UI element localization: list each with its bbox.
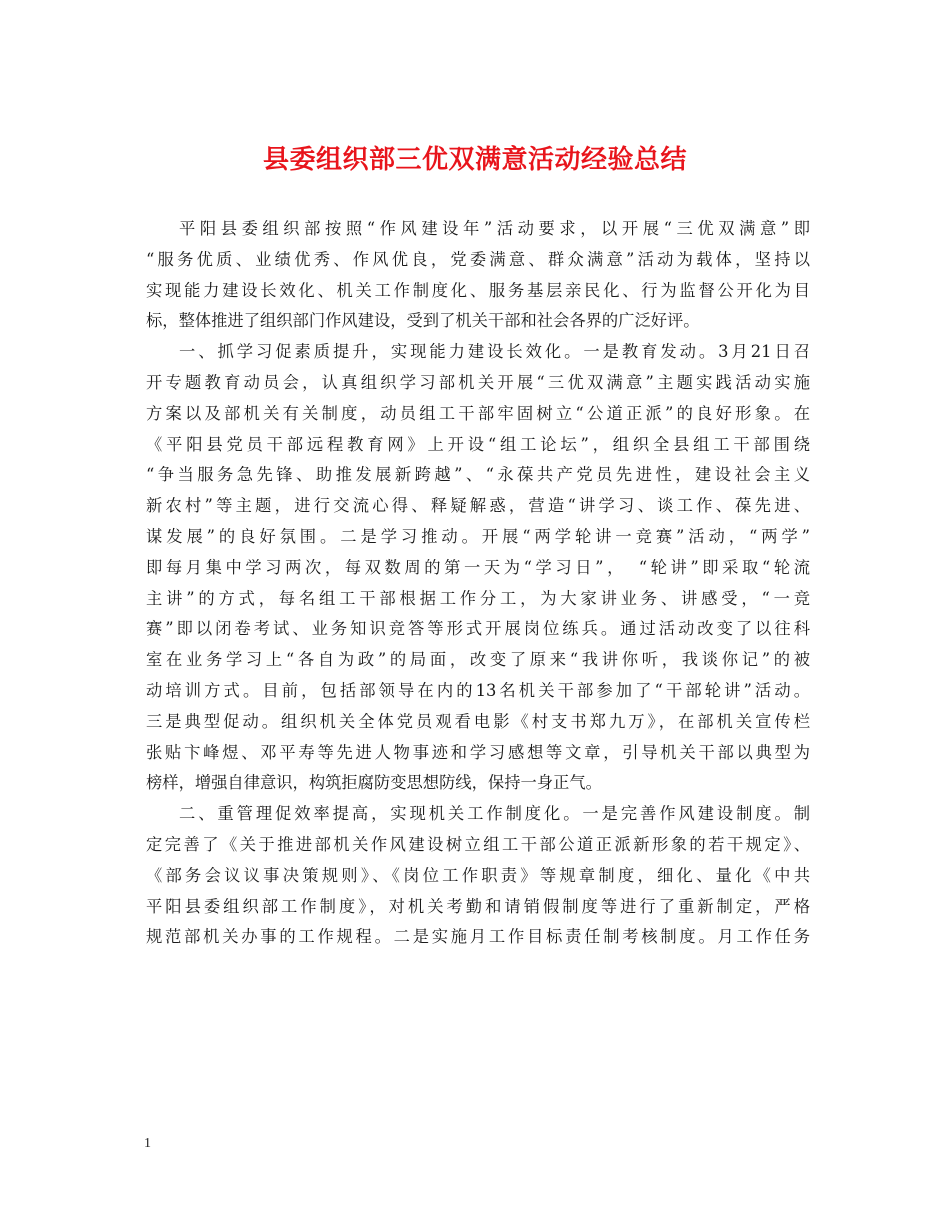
paragraph-line: 张贴卞峰煜、邓平寿等先进人物事迹和学习感想等文章，引导机关干部以典型为: [146, 742, 810, 762]
paragraph-line: 室在业务学习上“各自为政”的局面，改变了原来“我讲你听，我谈你记”的被: [146, 650, 810, 670]
paragraph-line: 平阳县委组织部工作制度》，对机关考勤和请销假制度等进行了重新制定，严格: [146, 896, 810, 916]
paragraph-line: “争当服务急先锋、助推发展新跨越”、“永葆共产党员先进性，建设社会主义: [146, 465, 810, 485]
paragraph-line: 赛”即以闭卷考试、业务知识竞答等形式开展岗位练兵。通过活动改变了以往科: [146, 619, 810, 639]
document-body: [146, 214, 810, 953]
paragraph-line: 开专题教育动员会，认真组织学习部机关开展“三优双满意”主题实践活动实施: [146, 372, 810, 392]
paragraph-line: 三是典型促动。组织机关全体党员观看电影《村支书郑九万》，在部机关宣传栏: [146, 711, 810, 731]
paragraph-line: “服务优质、业绩优秀、作风优良，党委满意、群众满意”活动为载体，坚持以: [146, 249, 810, 269]
paragraph-line: 新农村”等主题，进行交流心得、释疑解惑，营造“讲学习、谈工作、葆先进、: [146, 496, 810, 516]
paragraph-line: 实现能力建设长效化、机关工作制度化、服务基层亲民化、行为监督公开化为目: [146, 280, 810, 300]
paragraph-line: 主讲”的方式，每名组工干部根据工作分工，为大家讲业务、讲感受，“一竞: [146, 588, 810, 608]
paragraph-line: 标，整体推进了组织部门作风建设，受到了机关干部和社会各界的广泛好评。: [146, 311, 700, 331]
paragraph-line: 二、重管理促效率提高，实现机关工作制度化。一是完善作风建设制度。制: [179, 804, 810, 824]
paragraph: [146, 337, 810, 799]
paragraph-line: 谋发展”的良好氛围。二是学习推动。开展“两学轮讲一竞赛”活动，“两学”: [146, 526, 810, 546]
paragraph-line: 定完善了《关于推进部机关作风建设树立组工干部公道正派新形象的若干规定》、: [146, 834, 810, 854]
document-title: 县委组织部三优双满意活动经验总结: [262, 145, 687, 175]
paragraph: [146, 799, 810, 953]
paragraph-line: 平阳县委组织部按照“作风建设年”活动要求，以开展“三优双满意”即: [179, 219, 810, 238]
paragraph-line: 规范部机关办事的工作规程。二是实施月工作目标责任制考核制度。月工作任务: [146, 927, 810, 947]
paragraph-line: 即每月集中学习两次，每双数周的第一天为“学习日”， “轮讲”即采取“轮流: [146, 557, 810, 577]
paragraph-line: 动培训方式。目前，包括部领导在内的13名机关干部参加了“干部轮讲”活动。: [146, 680, 810, 700]
page-number: 1: [144, 1136, 151, 1151]
paragraph-line: 方案以及部机关有关制度，动员组工干部牢固树立“公道正派”的良好形象。在: [146, 403, 810, 423]
paragraph-line: 《平阳县党员干部远程教育网》上开设“组工论坛”，组织全县组工干部围绕: [146, 434, 810, 454]
paragraph: [146, 214, 810, 337]
paragraph-line: 《部务会议议事决策规则》、《岗位工作职责》等规章制度，细化、量化《中共: [146, 865, 810, 885]
paragraph-line: 榜样，增强自律意识，构筑拒腐防变思想防线，保持一身正气。: [146, 773, 602, 793]
paragraph-line: 一、抓学习促素质提升，实现能力建设长效化。一是教育发动。3月21日召: [179, 342, 810, 362]
